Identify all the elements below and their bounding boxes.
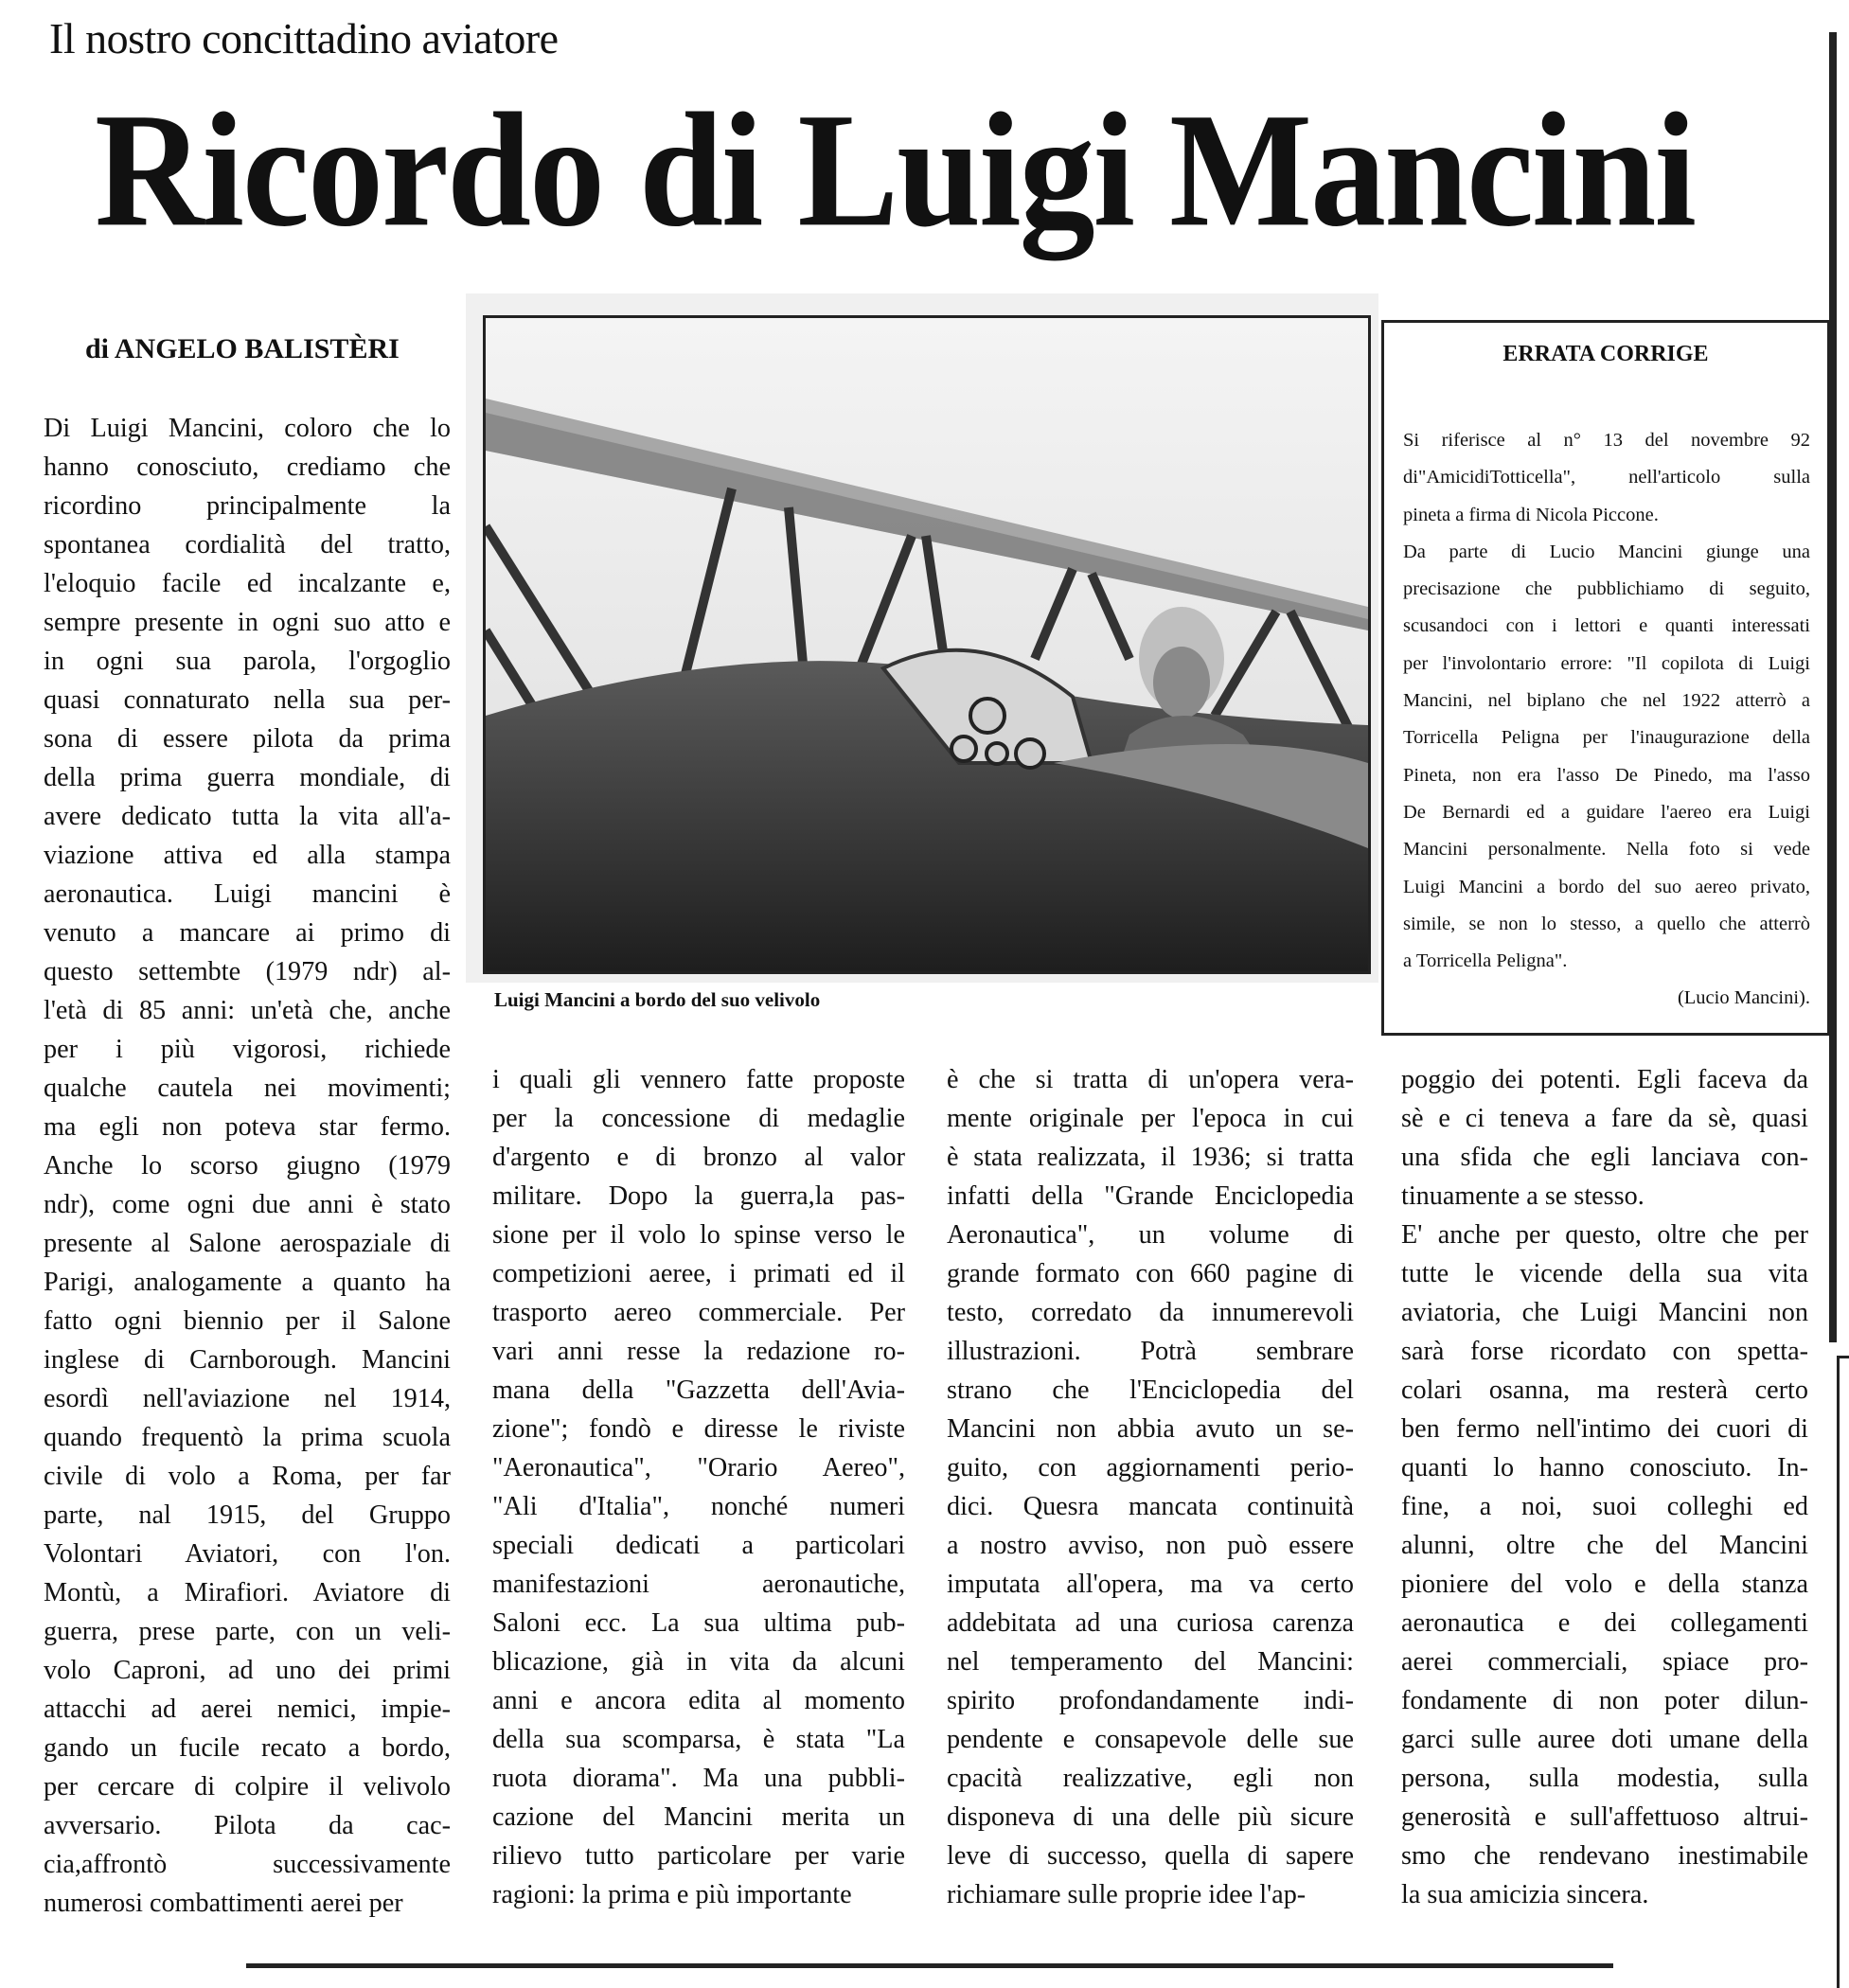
article-text-line: persona, sulla modestia, sulla <box>1401 1764 1808 1793</box>
article-text-line: cia,affrontò successivamente <box>44 1850 451 1879</box>
article-text-line: viazione attiva ed alla stampa <box>44 841 451 870</box>
article-text-line: hanno conosciuto, crediamo che <box>44 453 451 482</box>
article-text-line: competizioni aeree, i primati ed il <box>492 1259 905 1288</box>
article-text-line: venuto a mancare ai primo di <box>44 918 451 948</box>
errata-line: Torricella Peligna per l'inaugurazione della <box>1403 727 1810 749</box>
article-text-line: testo, corredato da innumerevoli <box>947 1298 1354 1327</box>
article-text-line: Aeronautica", un volume di <box>947 1220 1354 1250</box>
errata-line: Da parte di Lucio Mancini giunge una <box>1403 541 1810 562</box>
article-text-line: volo Caproni, ad uno dei primi <box>44 1656 451 1685</box>
errata-line: Mancini personalmente. Nella foto si vede <box>1403 839 1810 861</box>
article-text-line: l'età di 85 anni: un'età che, anche <box>44 996 451 1025</box>
article-text-line: ndr), come ogni due anni è stato <box>44 1190 451 1219</box>
errata-line: scusandoci con i lettori e quanti interessati <box>1403 615 1810 637</box>
bottom-rule <box>246 1963 1613 1968</box>
article-text-line: addebitata ad una curiosa carenza <box>947 1608 1354 1638</box>
errata-corrige-box <box>1381 320 1830 1036</box>
article-text-line: blicazione, già in vita da alcuni <box>492 1647 905 1677</box>
article-text-line: spontanea cordialità del tratto, <box>44 530 451 559</box>
article-text-line: poggio dei potenti. Egli faceva da <box>1401 1065 1808 1094</box>
article-headline: Ricordo di Luigi Mancini <box>95 78 1695 261</box>
article-text-line: fatto ogni biennio per il Salone <box>44 1306 451 1336</box>
article-text-line: colari osanna, ma resterà certo <box>1401 1376 1808 1405</box>
article-text-line: alunni, oltre che del Mancini <box>1401 1531 1808 1560</box>
article-text-line: parte, nal 1915, del Gruppo <box>44 1500 451 1530</box>
article-text-line: sè e ci teneva a fare da sè, quasi <box>1401 1104 1808 1133</box>
article-kicker: Il nostro concittadino aviatore <box>49 14 559 62</box>
article-text-line: aeronautica. Luigi mancini è <box>44 879 451 909</box>
article-text-line: Saloni ecc. La sua ultima pub- <box>492 1608 905 1638</box>
article-text-line: garci sulle auree doti umane della <box>1401 1725 1808 1754</box>
article-text-line: tutte le vicende della sua vita <box>1401 1259 1808 1288</box>
article-text-line: esordì nell'aviazione nel 1914, <box>44 1384 451 1413</box>
article-text-line: aviatoria, che Luigi Mancini non <box>1401 1298 1808 1327</box>
article-text-line: trasporto aereo commerciale. Per <box>492 1298 905 1327</box>
article-text-line: fine, a noi, suoi colleghi ed <box>1401 1492 1808 1521</box>
article-text-line: ben fermo nell'intimo dei cuori di <box>1401 1414 1808 1444</box>
article-text-line: attacchi ad aerei nemici, impie- <box>44 1695 451 1724</box>
article-text-line: l'eloquio facile ed incalzante e, <box>44 569 451 598</box>
article-text-line: per cercare di colpire il velivolo <box>44 1772 451 1802</box>
article-text-line: E' anche per questo, oltre che per <box>1401 1220 1808 1250</box>
article-text-line: per la concessione di medaglie <box>492 1104 905 1133</box>
article-column-4 <box>1401 1060 1808 1914</box>
article-text-line: Parigi, analogamente a quanto ha <box>44 1268 451 1297</box>
article-text-line: grande formato con 660 pagine di <box>947 1259 1354 1288</box>
biplane-illustration <box>486 318 1368 971</box>
article-text-line: dici. Quesra mancata continuità <box>947 1492 1354 1521</box>
article-text-line: presente al Salone aerospaziale di <box>44 1229 451 1258</box>
article-text-line: cpacità realizzative, egli non <box>947 1764 1354 1793</box>
article-text-line: è stata realizzata, il 1936; si tratta <box>947 1143 1354 1172</box>
errata-line: precisazione che pubblichiamo di seguito, <box>1403 578 1810 600</box>
article-text-line: sione per il volo lo spinse verso le <box>492 1220 905 1250</box>
article-text-line: disponeva di una delle più sicure <box>947 1802 1354 1832</box>
article-column-2 <box>492 1060 905 1914</box>
article-text-line: "Aeronautica", "Orario Aereo", <box>492 1453 905 1482</box>
errata-line: pineta a firma di Nicola Piccone. <box>1403 504 1659 525</box>
errata-line: De Bernardi ed a guidare l'aereo era Luigi <box>1403 801 1810 823</box>
article-text-line: manifestazioni aeronautiche, <box>492 1570 905 1599</box>
article-text-line: i quali gli vennero fatte proposte <box>492 1065 905 1094</box>
article-text-line: rilievo tutto particolare per varie <box>492 1841 905 1871</box>
errata-line: Mancini, nel biplano che nel 1922 atterrò a <box>1403 690 1810 712</box>
article-text-line: avere dedicato tutta la vita all'a- <box>44 802 451 831</box>
article-text-line: smo che rendevano inestimabile <box>1401 1841 1808 1871</box>
article-text-line: numerosi combattimenti aerei per <box>44 1889 403 1918</box>
article-text-line: cazione del Mancini merita un <box>492 1802 905 1832</box>
article-column-1 <box>44 409 451 1923</box>
article-text-line: leve di successo, quella di sapere <box>947 1841 1354 1871</box>
errata-line: Si riferisce al n° 13 del novembre 92 <box>1403 430 1810 451</box>
article-text-line: Volontari Aviatori, con l'on. <box>44 1539 451 1569</box>
errata-line: a Torricella Peligna". <box>1403 950 1568 972</box>
article-text-line: richiamare sulle proprie idee l'ap- <box>947 1880 1307 1909</box>
article-text-line: pendente e consapevole delle sue <box>947 1725 1354 1754</box>
errata-line: per l'involontario errore: "Il copilota di Luigi <box>1403 652 1810 674</box>
errata-signature: (Lucio Mancini). <box>1677 987 1810 1009</box>
article-text-line: della prima guerra mondiale, di <box>44 763 451 792</box>
article-text-line: aerei commerciali, spiace pro- <box>1401 1647 1808 1677</box>
article-byline: di ANGELO BALISTÈRI <box>85 333 400 364</box>
article-text-line: Montù, a Mirafiori. Aviatore di <box>44 1578 451 1607</box>
article-text-line: questo settembte (1979 ndr) al- <box>44 957 451 986</box>
article-text-line: aeronautica e dei collegamenti <box>1401 1608 1808 1638</box>
biplane-photo <box>483 315 1371 974</box>
article-text-line: illustrazioni. Potrà sembrare <box>947 1337 1354 1366</box>
article-text-line: quanti lo hanno conosciuto. In- <box>1401 1453 1808 1482</box>
article-text-line: nel temperamento del Mancini: <box>947 1647 1354 1677</box>
errata-title: ERRATA CORRIGE <box>1502 342 1709 366</box>
article-text-line: gando un fucile recato a bordo, <box>44 1733 451 1763</box>
article-text-line: tinuamente a se stesso. <box>1401 1181 1645 1211</box>
article-text-line: inglese di Carnborough. Mancini <box>44 1345 451 1375</box>
article-text-line: vari anni resse la redazione ro- <box>492 1337 905 1366</box>
article-text-line: d'argento e di bronzo al valor <box>492 1143 905 1172</box>
article-text-line: quasi connaturato nella sua per- <box>44 685 451 715</box>
article-text-line: speciali dedicati a particolari <box>492 1531 905 1560</box>
article-text-line: mana della "Gazzetta dell'Avia- <box>492 1376 905 1405</box>
article-text-line: ragioni: la prima e più importante <box>492 1880 852 1909</box>
article-text-line: guerra, prese parte, con un veli- <box>44 1617 451 1646</box>
article-text-line: spirito profondandamente indi- <box>947 1686 1354 1715</box>
errata-line: Luigi Mancini a bordo del suo aereo privato, <box>1403 876 1810 897</box>
article-text-line: sempre presente in ogni suo atto e <box>44 608 451 637</box>
article-text-line: ricordino principalmente la <box>44 491 451 521</box>
article-text-line: quando frequentò la prima scuola <box>44 1423 451 1452</box>
article-text-line: avversario. Pilota da cac- <box>44 1811 451 1840</box>
article-text-line: pioniere del volo e della stanza <box>1401 1570 1808 1599</box>
article-text-line: ma egli non poteva star fermo. <box>44 1112 451 1142</box>
article-text-line: infatti della "Grande Enciclopedia <box>947 1181 1354 1211</box>
next-article-box-edge <box>1837 1356 1849 1988</box>
article-text-line: fondamente di non poter dilun- <box>1401 1686 1808 1715</box>
article-text-line: mente originale per l'epoca in cui <box>947 1104 1354 1133</box>
article-text-line: ruota diorama". Ma una pubbli- <box>492 1764 905 1793</box>
article-text-line: strano che l'Enciclopedia del <box>947 1376 1354 1405</box>
photo-caption: Luigi Mancini a bordo del suo velivolo <box>494 988 821 1011</box>
right-border-bar <box>1829 32 1837 1342</box>
article-text-line: della sua scomparsa, è stata "La <box>492 1725 905 1754</box>
errata-line: simile, se non lo stesso, a quello che atterrò <box>1403 913 1810 934</box>
article-text-line: civile di volo a Roma, per far <box>44 1462 451 1491</box>
article-text-line: una sfida che egli lanciava con- <box>1401 1143 1808 1172</box>
article-text-line: zione"; fondò e diresse le riviste <box>492 1414 905 1444</box>
article-text-line: per i più vigorosi, richiede <box>44 1035 451 1064</box>
article-text-line: a nostro avviso, non può essere <box>947 1531 1354 1560</box>
article-text-line: la sua amicizia sincera. <box>1401 1880 1649 1909</box>
errata-line: Pineta, non era l'asso De Pinedo, ma l'asso <box>1403 764 1810 786</box>
article-text-line: è che si tratta di un'opera vera- <box>947 1065 1354 1094</box>
article-column-3 <box>947 1060 1354 1914</box>
errata-line: di"AmicidiTotticella", nell'articolo sulla <box>1403 467 1810 488</box>
article-text-line: sarà forse ricordato con spetta- <box>1401 1337 1808 1366</box>
article-text-line: Anche lo scorso giugno (1979 <box>44 1151 451 1180</box>
article-text-line: in ogni sua parola, l'orgoglio <box>44 647 451 676</box>
errata-body <box>1403 422 1810 1018</box>
article-text-line: Di Luigi Mancini, coloro che lo <box>44 414 451 443</box>
article-text-line: guito, con aggiornamenti perio- <box>947 1453 1354 1482</box>
article-text-line: qualche cautela nei movimenti; <box>44 1074 451 1103</box>
article-text-line: imputata all'opera, ma va certo <box>947 1570 1354 1599</box>
article-text-line: anni e ancora edita al momento <box>492 1686 905 1715</box>
article-text-line: generosità e sull'affettuoso altrui- <box>1401 1802 1808 1832</box>
article-text-line: militare. Dopo la guerra,la pas- <box>492 1181 905 1211</box>
article-text-line: Mancini non abbia avuto un se- <box>947 1414 1354 1444</box>
article-text-line: sona di essere pilota da prima <box>44 724 451 754</box>
article-text-line: "Ali d'Italia", nonché numeri <box>492 1492 905 1521</box>
